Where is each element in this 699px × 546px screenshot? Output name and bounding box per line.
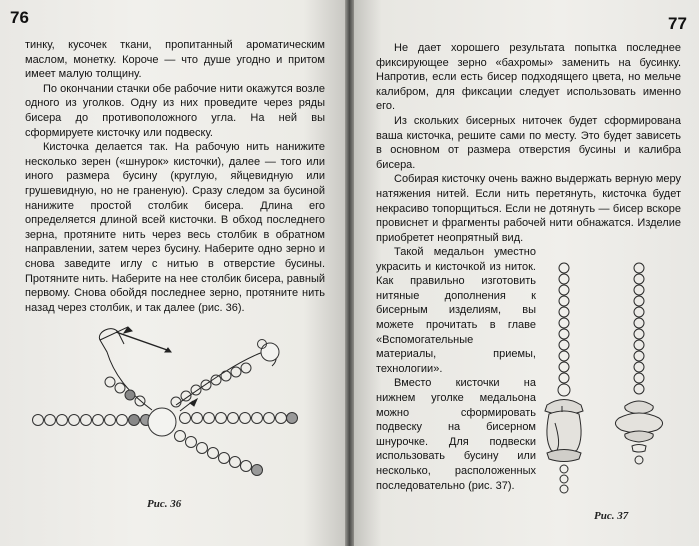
paragraph: Такой медальон уместно украсить и кисточкой из ниток. Как правильно изготовить нитяные дополнения к бисерным изделиям, вы можете прочитать в главе «Вспомогательные материалы, приемы, технологии». bbox=[376, 246, 536, 375]
paragraph: тинку, кусочек ткани, пропитанный ароматическим маслом, монетку. Короче — что душе угодно и притом имеет малую толщину. bbox=[25, 39, 325, 81]
page-number-right: 77 bbox=[668, 14, 687, 33]
paragraph: Собирая кисточку очень важно выдержать верную меру натяжения нитей. Если нить перетянуть, кисточка будет некрасиво топорщиться. Если не дотянуть — бисер вскоре провиснет и фрагменты рабочей нити обнажатся. Изделие приобретет неопрятный вид. bbox=[376, 173, 681, 244]
paragraph: Вместо кисточки на нижнем уголке медальона можно сформировать подвеску на бисерном шнурочке. Для подвески использовать бусину или несколько, расположенных последовательно (рис. 37). bbox=[376, 377, 536, 492]
paragraph: Из скольких бисерных ниточек будет сформирована ваша кисточка, решите сами по месту. Это будет зависеть в основном от размера отверстия бусины и калибра бисера. bbox=[376, 114, 681, 171]
figure-caption-37: Рис. 37 bbox=[594, 510, 629, 522]
left-page bbox=[0, 0, 345, 546]
paragraph: Не дает хорошего результата попытка последнее фиксирующее зерно «бахромы» заменить на бусинку. Напротив, если есть бисер подходящего цвета, но мельче калибром, для фиксации следует использовать именно его. bbox=[376, 42, 681, 113]
book-gutter bbox=[345, 0, 354, 546]
page-number-left: 76 bbox=[10, 8, 29, 27]
right-page bbox=[354, 0, 699, 546]
figure-36-tassel-diagram bbox=[0, 0, 345, 546]
figure-caption-36: Рис. 36 bbox=[147, 498, 182, 510]
paragraph: По окончании стачки обе рабочие нити окажутся возле одного из уголков. Одну из них проведите через ряды бисера до противоположного угла. На ней вы сформируете кисточку или подвеску. bbox=[25, 82, 325, 139]
paragraph: Кисточка делается так. На рабочую нить нанижите несколько зерен («шнурок» кисточки), далее — того или иного размера бусину (круглую, яйцевидную или грушевидную, но не граненую). Сразу следом за бусиной нанижите простой столбик бисера. Длина его определяется длиной всей кисточки. В обход последнего зерна, протяните нить через весь столбик в обратном направлении, затем через бусину. Наберите одно зерно и снова заведите иглу с нитью в отверстие бусины. Протяните нить. Наберите на нее столбик бисера, равный первому. Снова обойдя последнее зерно, протяните нить назад через столбик, и так далее (рис. 36). bbox=[25, 141, 325, 314]
right-page-text-top bbox=[376, 41, 681, 245]
figure-37-pendant-diagram bbox=[539, 248, 689, 508]
right-page-text-column bbox=[376, 245, 536, 493]
